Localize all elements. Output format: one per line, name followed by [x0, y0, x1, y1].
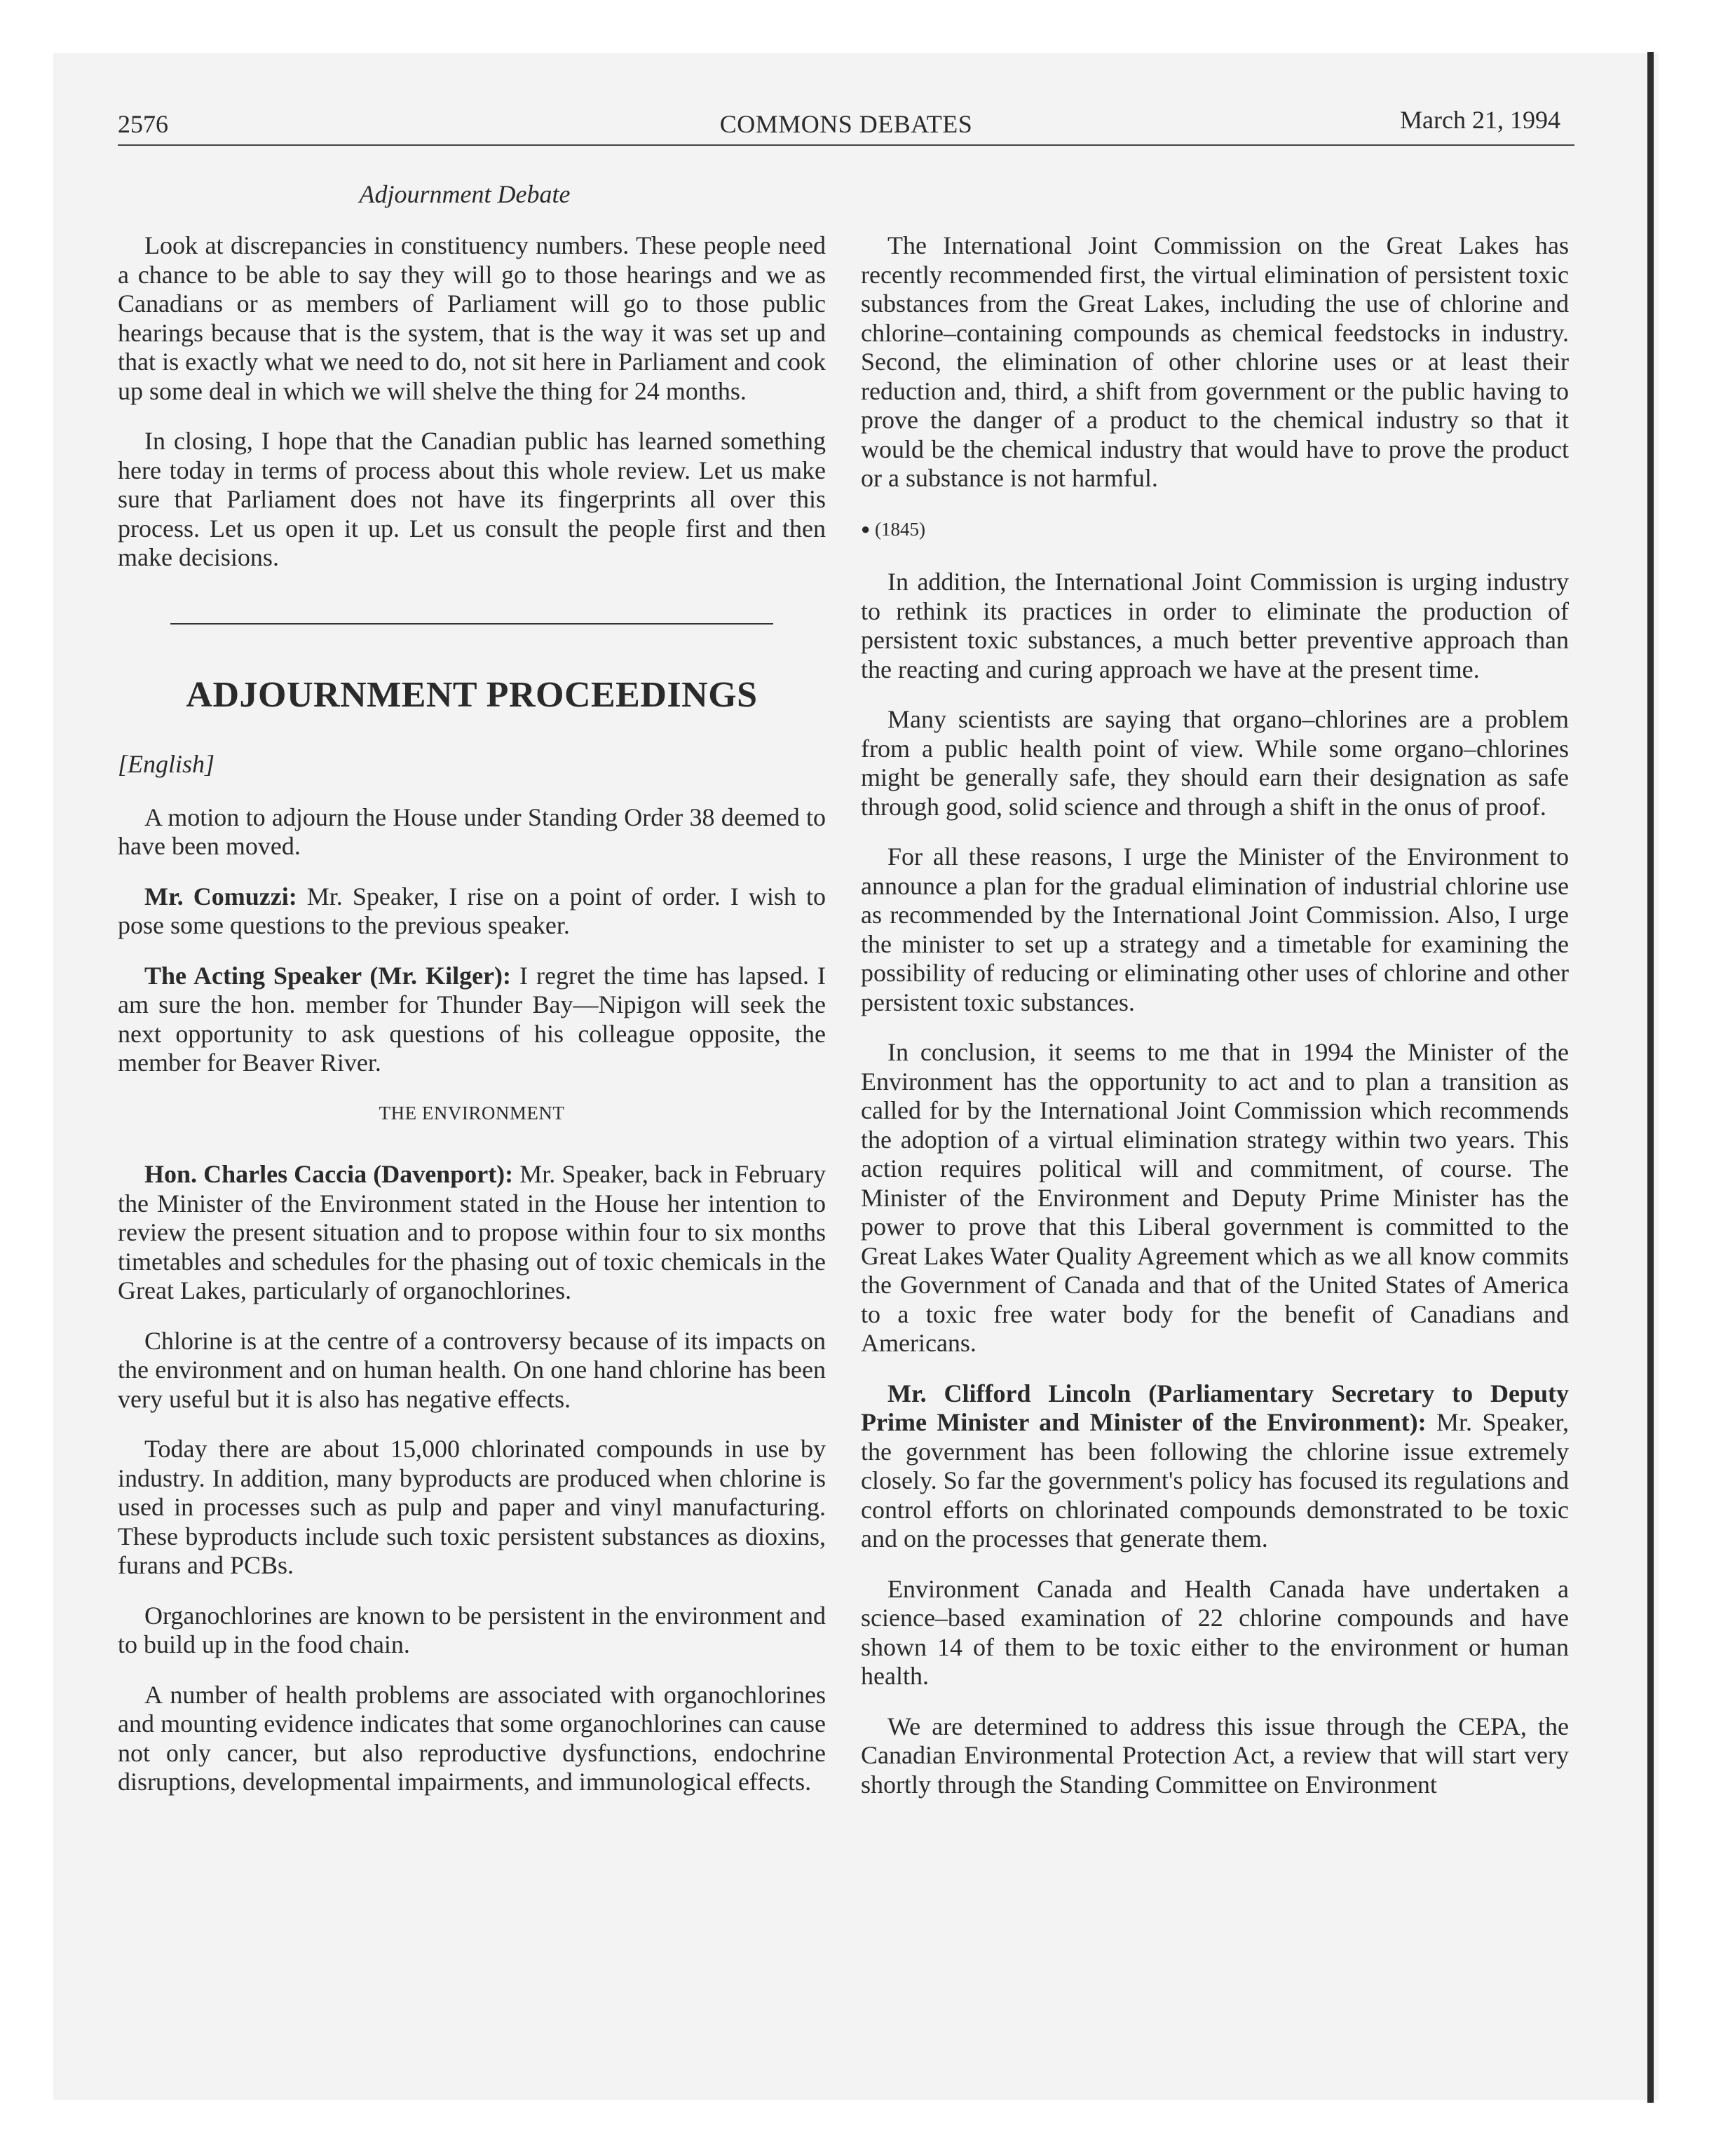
time-stamp	[861, 514, 1569, 545]
paragraph: Organochlorines are known to be persistent in the environment and to build up in the food chain.	[118, 1601, 826, 1658]
speech-paragraph	[118, 962, 826, 1078]
speech-text: I regret the time has lapsed. I am sure the hon. member for Thunder Bay—Nipigon will seek the next opportunity to ask questions of his colleague opposite, the member for Beaver River.	[118, 961, 826, 1077]
left-column	[118, 231, 826, 1818]
paragraph: Look at discrepancies in constituency numbers. These people need a chance to be able to say they will go to those hearings and we as Canadians or as members of Parliament will go to those public hearings because that is the system, that is the way it was set up and that is exactly what we need to do, not sit here in Parliament and cook up some deal in which we will shelve the thing for 24 months.	[118, 231, 826, 405]
page-number: 2576	[118, 110, 168, 138]
paragraph: A motion to adjourn the House under Standing Order 38 deemed to have been moved.	[118, 803, 826, 860]
paragraph: Chlorine is at the centre of a controversy because of its impacts on the environment and on human health. On one hand chlorine has been very useful but it is also has negative effects.	[118, 1326, 826, 1413]
proceedings-heading: ADJOURNMENT PROCEEDINGS	[186, 674, 758, 715]
section-heading: Adjournment Debate	[359, 180, 571, 208]
subject-heading: THE ENVIRONMENT	[379, 1102, 565, 1124]
publication-date: March 21, 1994	[1400, 106, 1560, 134]
paragraph: The International Joint Commission on the Great Lakes has recently recommended first, the virtual elimination of persistent toxic substances from the Great Lakes, including the use of chlorine and chlorine–containing compounds as chemical feedstocks in industry. Second, the elimination of other chlorine uses or at least their reduction and, third, a shift from government or the public having to prove the danger of a product to the chemical industry so that it would be the chemical industry that would have to prove the product or a substance is not harmful.	[861, 231, 1569, 492]
language-marker: [English]	[118, 750, 215, 778]
speech-text: Mr. Speaker, I rise on a point of order. I wish to pose some questions to the previous speaker.	[118, 882, 826, 939]
paragraph: In conclusion, it seems to me that in 1994 the Minister of the Environment has the opportunity to act and to plan a transition as called for by the International Joint Commission which recommends the adoption of a virtual elimination strategy within two years. This action requires political will and commitment, of course. The Minister of the Environment and Deputy Prime Minister has the power to prove that this Liberal government is committed to the Great Lakes Water Quality Agreement which as we all know commits the Government of Canada and that of the United States of America to a toxic free water body for the benefit of Canadians and Americans.	[861, 1038, 1569, 1357]
paragraph: In closing, I hope that the Canadian public has learned something here today in terms of process about this whole review. Let us make sure that Parliament does not have its fingerprints all over this process. Let us open it up. Let us consult the people first and then make decisions.	[118, 427, 826, 571]
paragraph: For all these reasons, I urge the Minister of the Environment to announce a plan for the gradual elimination of industrial chlorine use as recommended by the International Joint Commission. Also, I urge the minister to set up a strategy and a timetable for examining the possibility of reducing or eliminating other uses of chlorine and other persistent toxic substances.	[861, 842, 1569, 1016]
bullet-icon: ●	[861, 519, 871, 538]
speaker-name: Mr. Comuzzi:	[144, 882, 297, 910]
paragraph: In addition, the International Joint Commission is urging industry to rethink its practices in order to eliminate the production of persistent toxic substances, a much better preventive approach than the reacting and curing approach we have at the present time.	[861, 568, 1569, 683]
publication-title: COMMONS DEBATES	[719, 110, 973, 138]
paragraph: Many scientists are saying that organo–chlorines are a problem from a public health point of view. While some organo–chlorines might be generally safe, they should earn their designation as safe through good, solid science and through a shift in the onus of proof.	[861, 705, 1569, 821]
speech-paragraph	[118, 882, 826, 941]
paragraph: A number of health problems are associated with organochlorines and mounting evidence indicates that some organochlorines can cause not only cancer, but also reproductive dysfunctions, endochrine disruptions, developmental impairments, and immunological effects.	[118, 1680, 826, 1796]
right-column	[861, 231, 1569, 1820]
paragraph: Environment Canada and Health Canada have undertaken a science–based examination of 22 chlorine compounds and have shown 14 of them to be toxic either to the environment or human health.	[861, 1574, 1569, 1690]
speaker-name: The Acting Speaker (Mr. Kilger):	[144, 961, 512, 990]
paragraph: We are determined to address this issue through the CEPA, the Canadian Environmental Protection Act, a review that will start very shortly through the Standing Committee on Environment	[861, 1712, 1569, 1799]
speech-paragraph	[118, 1160, 826, 1306]
speech-text: Mr. Speaker, back in February the Minister of the Environment stated in the House her intention to review the present situation and to propose within four to six months timetables and schedules for the phasing out of toxic chemicals in the Great Lakes, particularly of organochlorines.	[118, 1160, 826, 1304]
speaker-name: Mr. Clifford Lincoln (Parliamentary Secretary to Deputy Prime Minister and Minister of the Environment):	[861, 1379, 1569, 1436]
section-divider	[170, 623, 773, 625]
paragraph: Today there are about 15,000 chlorinated compounds in use by industry. In addition, many byproducts are produced when chlorine is used in processes such as pulp and paper and vinyl manufacturing. These byproducts include such toxic persistent substances as dioxins, furans and PCBs.	[118, 1435, 826, 1579]
speech-paragraph	[861, 1379, 1569, 1554]
speech-text: Mr. Speaker, the government has been following the chlorine issue extremely closely. So far the government's policy has focused its regulations and control efforts on chlorinated compounds demonstrated to be toxic and on the processes that generate them.	[861, 1408, 1569, 1553]
running-header	[118, 105, 1574, 146]
time-stamp-text: (1845)	[875, 518, 926, 540]
speaker-name: Hon. Charles Caccia (Davenport):	[144, 1160, 514, 1188]
